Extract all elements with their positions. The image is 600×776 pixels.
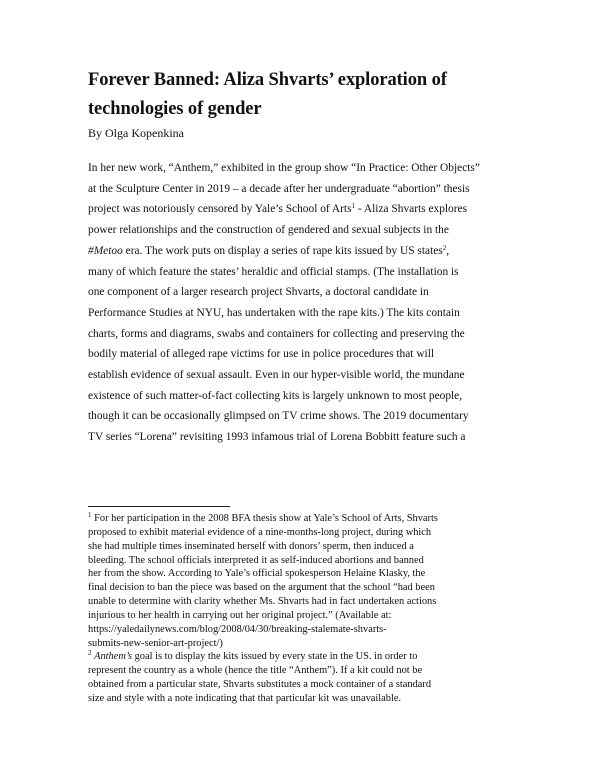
footnote-link-line[interactable]: https://yaledailynews.com/blog/2008/04/30/breaking-stalemate-shvarts-	[88, 623, 387, 635]
footnote-line	[88, 650, 528, 664]
footnote-line: represent the country as a whole (hence the title “Anthem”). If a kit could not be	[88, 665, 423, 677]
footnote-mark-2: 2	[88, 649, 92, 658]
footnote-ref-1[interactable]: 1	[351, 202, 356, 211]
hashtag-emphasis: #Metoo	[88, 244, 123, 257]
footnote-line: unable to determine with clarity whether Ms. Shvarts had in fact undertaken actions	[88, 596, 437, 608]
footnote-text-run: goal is to display the kits issued by every state in the US. in order to	[132, 651, 418, 663]
footnote-separator	[88, 506, 230, 507]
footnote-line: injurious to her health in carrying out her original project.” (Available at:	[88, 609, 392, 621]
byline: By Olga Kopenkina	[88, 126, 184, 140]
body-line: TV series “Lorena” revisiting 1993 infamous trial of Lorena Bobbitt feature such a	[88, 431, 466, 444]
body-text-run: - Aliza Shvarts explores	[355, 203, 468, 216]
footnote-line	[88, 512, 528, 526]
body-line: bodily material of alleged rape victims for use in police procedures that will	[88, 348, 435, 361]
footnote-line: her from the show. According to Yale’s official spokesperson Helaine Klasky, the	[88, 568, 426, 580]
body-text-run: ,	[446, 244, 450, 257]
body-line: charts, forms and diagrams, swabs and containers for collecting and preserving the	[88, 327, 465, 340]
footnote-text-run: For her participation in the 2008 BFA thesis show at Yale’s School of Arts, Shvarts	[91, 513, 438, 524]
article-title: Forever Banned: Aliza Shvarts’ exploration of technologies of gender	[88, 70, 447, 119]
body-line: many of which feature the states’ heraldic and official stamps. (The installation is	[88, 265, 459, 278]
body-line: one component of a larger research project Shvarts, a doctoral candidate in	[88, 286, 429, 299]
footnote-ref-2[interactable]: 2	[442, 243, 447, 252]
footnote-line: proposed to exhibit material evidence of a nine-months-long project, during which	[88, 526, 432, 538]
body-text-run: project was notoriously censored by Yale’s School of Arts	[88, 203, 352, 216]
body-line: establish evidence of sexual assault. Even in our hyper-visible world, the mundane	[88, 369, 465, 382]
body-line: existence of such matter-of-fact collecting kits is largely unknown to most people,	[88, 389, 463, 402]
footnote-line: she had multiple times inseminated herself with donors’ sperm, then induced a	[88, 540, 414, 552]
footnote-mark-1: 1	[88, 511, 92, 519]
article-body	[88, 158, 523, 448]
body-line	[88, 241, 523, 262]
body-text-run: era. The work puts on display a series of rape kits issued by US states	[122, 244, 443, 257]
footnote-line: final decision to ban the piece was based on the argument that the school “had been	[88, 582, 435, 594]
body-line: Performance Studies at NYU, has undertaken with the rape kits.) The kits contain	[88, 306, 460, 319]
footnote-line: bleeding. The school officials interpreted it as self-induced abortions and banned	[88, 554, 424, 566]
footnotes	[88, 512, 528, 706]
footnote-line: obtained from a particular state, Shvarts substitutes a mock container of a standard	[88, 679, 432, 691]
footnote-line: size and style with a note indicating that that particular kit was unavailable.	[88, 692, 402, 704]
body-line: at the Sculpture Center in 2019 – a decade after her undergraduate “abortion” thesis	[88, 182, 470, 195]
body-line: power relationships and the construction of gendered and sexual subjects in the	[88, 224, 449, 237]
work-title-emphasis: Anthem’s	[94, 651, 133, 663]
body-line	[88, 199, 523, 220]
body-line: though it can be occasionally glimpsed on TV crime shows. The 2019 documentary	[88, 410, 469, 423]
footnote-link-line[interactable]: submits-new-senior-art-project/)	[88, 637, 223, 649]
body-line: In her new work, “Anthem,” exhibited in the group show “In Practice: Other Objects”	[88, 162, 480, 174]
